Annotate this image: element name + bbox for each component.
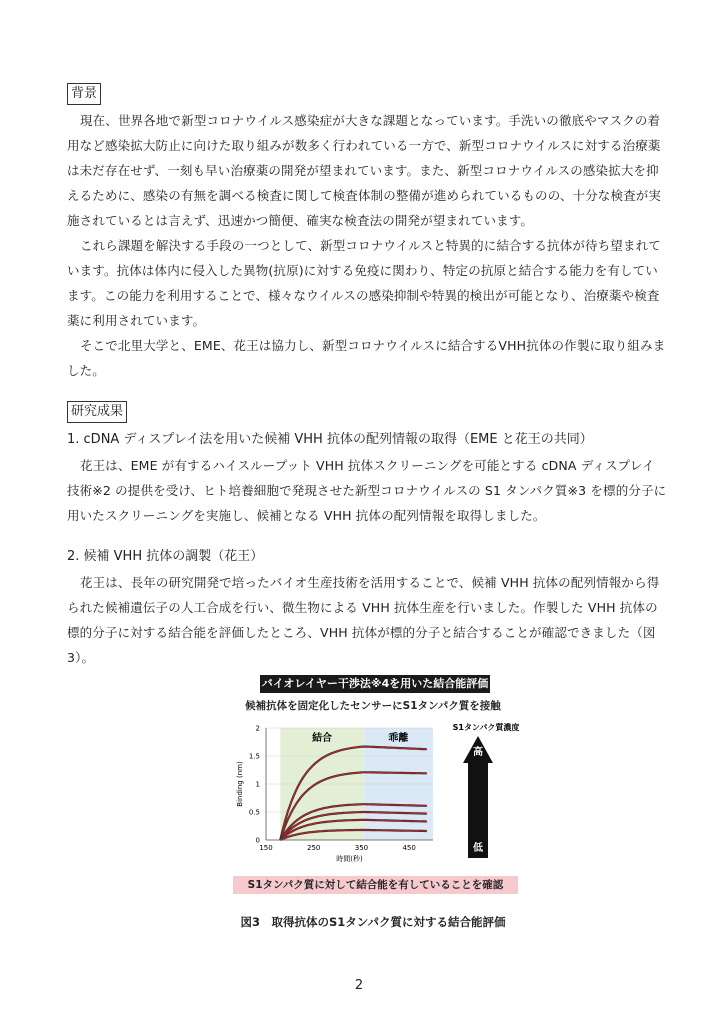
figure-title: バイオレイヤー干渉法※4を用いた結合能評価: [260, 675, 490, 693]
result-1-text: 花王は、EME が有するハイスループット VHH 抗体スクリーニングを可能とする cDNA ディスプレイ技術※2 の提供を受け、ヒト培養細胞で発現させた新型コロナウイルスの S1 タンパク質※3 を標的分子に用いたスクリーニングを実施し、候補となる VHH 抗体の配列情報を取得しました。: [67, 458, 667, 523]
background-paragraph-2: これら課題を解決する手段の一つとして、新型コロナウイルスと特異的に結合する抗体が待ち望まれています。抗体は体内に侵入した異物(抗原)に対する免疫に関わり、特定の抗原と結合する能力を有しています。この能力を利用することで、様々なウイルスの感染抑制や特異的検出が可能となり、治療薬や検査薬に利用されています。: [67, 238, 661, 328]
y-tick-label: 0: [255, 836, 260, 845]
figure-3: [218, 668, 528, 938]
figure-subtitle: 候補抗体を固定化したセンサーにS1タンパク質を接触: [245, 700, 501, 712]
x-tick-label: 350: [354, 844, 369, 852]
y-axis-label: Binding (nm): [236, 761, 244, 807]
x-axis-label: 時間(秒): [336, 855, 363, 863]
y-tick-label: 0.5: [248, 808, 260, 817]
result-2-title: 2. 候補 VHH 抗体の調製（花王）: [67, 549, 264, 564]
arrow-label: S1タンパク質濃度: [452, 723, 520, 732]
region-label-dissociation: 乖離: [388, 733, 409, 744]
arrow-high-label: 高: [473, 747, 483, 758]
background-paragraph-1: 現在、世界各地で新型コロナウイルス感染症が大きな課題となっています。手洗いの徹底やマスクの着用など感染拡大防止に向けた取り組みが数多く行われている一方で、新型コロナウイルスに対する治療薬は未だ存在せず、一刻も早い治療薬の開発が望まれています。また、新型コロナウイルスの感染拡大を抑えるために、感染の有無を調べる検査に関して検査体制の整備が進められているものの、十分な検査が実施されているとは言えず、迅速かつ簡便、確実な検査法の開発が望まれています。: [67, 113, 662, 228]
x-tick-label: 150: [259, 844, 273, 852]
arrow-low-label: 低: [473, 843, 483, 854]
figure-caption: 図3 取得抗体のS1タンパク質に対する結合能評価: [240, 915, 506, 929]
x-tick-label: 450: [402, 844, 416, 852]
result-2-text: 花王は、長年の研究開発で培ったバイオ生産技術を活用することで、候補 VHH 抗体の配列情報から得られた候補遺伝子の人工合成を行い、微生物による VHH 抗体生産を行いました。作製した VHH 抗体の標的分子に対する結合能を評価したところ、VHH 抗体が標的分子と結合することが確認できました（図 3）。: [67, 575, 660, 665]
background-heading: 背景: [67, 83, 101, 105]
results-heading: 研究成果: [67, 401, 127, 423]
x-tick-label: 250: [307, 844, 321, 852]
background-paragraph-3: そこで北里大学と、EME、花王は協力し、新型コロナウイルスに結合するVHH抗体の作製に取り組みました。: [67, 338, 666, 378]
page-number: 2: [354, 978, 364, 993]
y-tick-label: 1: [255, 780, 260, 789]
figure-note: S1タンパク質に対して結合能を有していることを確認: [233, 876, 518, 894]
y-tick-label: 2: [255, 724, 260, 733]
result-1-title: 1. cDNA ディスプレイ法を用いた候補 VHH 抗体の配列情報の取得（EME と花王の共同）: [67, 432, 593, 447]
region-label-association: 結合: [312, 733, 333, 744]
binding-chart: [218, 718, 528, 893]
y-tick-label: 1.5: [248, 752, 260, 761]
